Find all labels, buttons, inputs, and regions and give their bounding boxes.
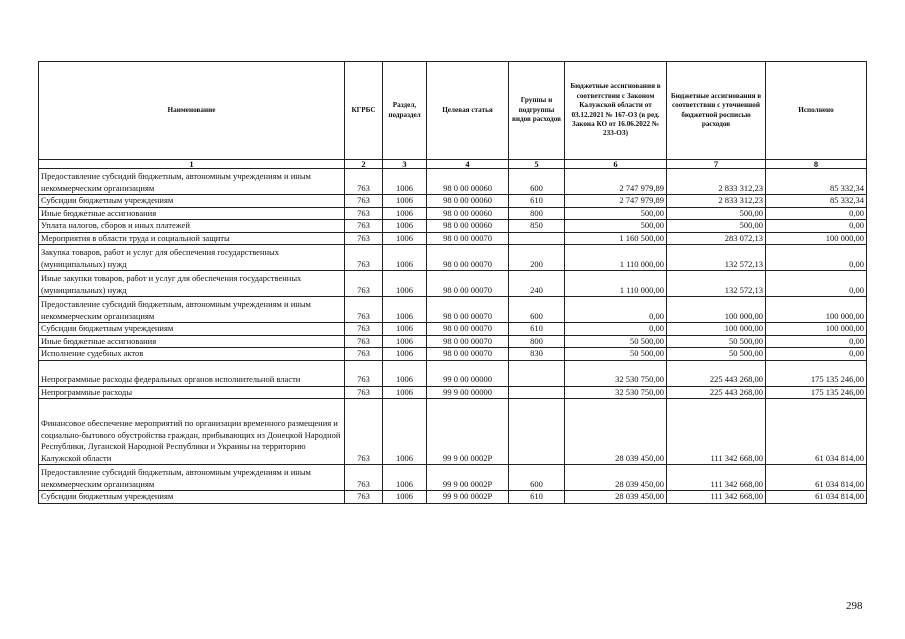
row-name: Исполнение судебных актов [39,348,345,361]
section-cell: 1006 [383,360,427,386]
kgrbs-cell: 763 [345,297,383,323]
refined-allocation-cell: 100 000,00 [667,297,766,323]
refined-allocation-cell: 283 072,13 [667,232,766,245]
table-row [39,169,867,195]
target-article-cell: 98 0 00 00070 [427,271,509,297]
expense-group-cell [509,386,565,399]
refined-allocation-cell: 50 500,00 [667,335,766,348]
target-article-cell: 98 0 00 00070 [427,348,509,361]
expense-group-cell [509,360,565,386]
refined-allocation-cell: 100 000,00 [667,323,766,336]
law-allocation-cell: 1 160 500,00 [565,232,667,245]
header-section: Раздел, подраздел [383,62,427,160]
law-allocation-cell: 500,00 [565,220,667,233]
kgrbs-cell: 763 [345,245,383,271]
executed-cell: 0,00 [766,335,867,348]
page-number: 298 [846,600,863,612]
kgrbs-cell: 763 [345,207,383,220]
table-row [39,271,867,297]
law-allocation-cell: 28 039 450,00 [565,465,667,491]
table-row [39,195,867,208]
expense-group-cell: 600 [509,169,565,195]
refined-allocation-cell: 500,00 [667,220,766,233]
target-article-cell: 98 0 00 00060 [427,220,509,233]
executed-cell: 0,00 [766,207,867,220]
executed-cell: 100 000,00 [766,232,867,245]
section-cell: 1006 [383,386,427,399]
executed-cell: 61 034 814,00 [766,465,867,491]
header-law-allocations: Бюджетные ассигнования в соответствии с Законом Калужской области от 03.12.2021 № 167-ОЗ (в ред. Закона КО от 16.06.2022 № 233-ОЗ) [565,62,667,160]
kgrbs-cell: 763 [345,348,383,361]
expense-group-cell: 600 [509,297,565,323]
kgrbs-cell: 763 [345,323,383,336]
kgrbs-cell: 763 [345,399,383,465]
section-cell: 1006 [383,399,427,465]
row-name: Уплата налогов, сборов и иных платежей [39,220,345,233]
table-row [39,220,867,233]
law-allocation-cell: 32 530 750,00 [565,360,667,386]
row-name: Субсидии бюджетным учреждениям [39,323,345,336]
executed-cell: 61 034 814,00 [766,491,867,504]
kgrbs-cell: 763 [345,195,383,208]
section-cell: 1006 [383,195,427,208]
expense-group-cell: 200 [509,245,565,271]
law-allocation-cell: 0,00 [565,297,667,323]
expense-group-cell [509,232,565,245]
executed-cell: 100 000,00 [766,323,867,336]
section-cell: 1006 [383,297,427,323]
table-row [39,297,867,323]
law-allocation-cell: 50 500,00 [565,335,667,348]
row-name: Субсидии бюджетным учреждениям [39,195,345,208]
row-name: Иные бюджетные ассигнования [39,207,345,220]
refined-allocation-cell: 132 572,13 [667,245,766,271]
section-cell: 1006 [383,271,427,297]
column-number: 1 [39,160,345,169]
executed-cell: 85 332,34 [766,169,867,195]
kgrbs-cell: 763 [345,491,383,504]
table-row [39,323,867,336]
row-name: Предоставление субсидий бюджетным, автономным учреждениям и иным некоммерческим организациям [39,297,345,323]
section-cell: 1006 [383,232,427,245]
target-article-cell: 98 0 00 00070 [427,232,509,245]
column-number: 7 [667,160,766,169]
law-allocation-cell: 1 110 000,00 [565,245,667,271]
row-name: Субсидии бюджетным учреждениям [39,491,345,504]
refined-allocation-cell: 111 342 668,00 [667,399,766,465]
target-article-cell: 98 0 00 00070 [427,323,509,336]
kgrbs-cell: 763 [345,169,383,195]
row-name: Закупка товаров, работ и услуг для обеспечения государственных (муниципальных) нужд [39,245,345,271]
table-row [39,360,867,386]
law-allocation-cell: 1 110 000,00 [565,271,667,297]
refined-allocation-cell: 2 833 312,23 [667,195,766,208]
target-article-cell: 99 9 00 0002Р [427,491,509,504]
law-allocation-cell: 50 500,00 [565,348,667,361]
header-row [39,62,867,160]
target-article-cell: 99 9 00 0002Р [427,399,509,465]
header-name: Наименование [39,62,345,160]
column-number: 2 [345,160,383,169]
section-cell: 1006 [383,207,427,220]
table-row [39,245,867,271]
expense-group-cell: 610 [509,195,565,208]
header-executed: Исполнено [766,62,867,160]
section-cell: 1006 [383,465,427,491]
expense-group-cell [509,399,565,465]
refined-allocation-cell: 2 833 312,23 [667,169,766,195]
expense-group-cell: 600 [509,465,565,491]
table-row [39,207,867,220]
row-name: Иные бюджетные ассигнования [39,335,345,348]
kgrbs-cell: 763 [345,232,383,245]
column-number: 3 [383,160,427,169]
executed-cell: 0,00 [766,220,867,233]
row-name: Непрограммные расходы федеральных органов исполнительной власти [39,360,345,386]
executed-cell: 61 034 814,00 [766,399,867,465]
kgrbs-cell: 763 [345,360,383,386]
refined-allocation-cell: 111 342 668,00 [667,465,766,491]
section-cell: 1006 [383,323,427,336]
column-number: 5 [509,160,565,169]
section-cell: 1006 [383,245,427,271]
expense-group-cell: 800 [509,335,565,348]
executed-cell: 0,00 [766,245,867,271]
header-refined-allocations: Бюджетные ассигнования в соответствии с уточненной бюджетной росписью расходов [667,62,766,160]
executed-cell: 100 000,00 [766,297,867,323]
law-allocation-cell: 28 039 450,00 [565,399,667,465]
table-row [39,386,867,399]
row-name: Иные закупки товаров, работ и услуг для обеспечения государственных (муниципальных) нужд [39,271,345,297]
kgrbs-cell: 763 [345,465,383,491]
section-cell: 1006 [383,169,427,195]
section-cell: 1006 [383,220,427,233]
law-allocation-cell: 32 530 750,00 [565,386,667,399]
law-allocation-cell: 28 039 450,00 [565,491,667,504]
header-kgrbs: КГРБС [345,62,383,160]
target-article-cell: 98 0 00 00060 [427,169,509,195]
target-article-cell: 99 0 00 00000 [427,360,509,386]
table-row [39,335,867,348]
expense-group-cell: 800 [509,207,565,220]
executed-cell: 0,00 [766,271,867,297]
expense-group-cell: 240 [509,271,565,297]
law-allocation-cell: 2 747 979,89 [565,195,667,208]
refined-allocation-cell: 225 443 268,00 [667,386,766,399]
expense-group-cell: 850 [509,220,565,233]
table-row [39,232,867,245]
executed-cell: 175 135 246,00 [766,386,867,399]
table-row [39,465,867,491]
expense-group-cell: 830 [509,348,565,361]
refined-allocation-cell: 225 443 268,00 [667,360,766,386]
row-name: Непрограммные расходы [39,386,345,399]
target-article-cell: 99 9 00 0002Р [427,465,509,491]
section-cell: 1006 [383,348,427,361]
target-article-cell: 98 0 00 00060 [427,207,509,220]
expense-group-cell: 610 [509,491,565,504]
section-cell: 1006 [383,335,427,348]
row-name: Финансовое обеспечение мероприятий по организации временного размещения и социально-бытового обустройства граждан, прибывающих из Донецкой Народной Республики, Луганской Народной Республики и Украины на территорию Калужской области [39,399,345,465]
header-expense-groups: Группы и подгруппы видов расходов [509,62,565,160]
row-name: Предоставление субсидий бюджетным, автономным учреждениям и иным некоммерческим организациям [39,465,345,491]
column-number: 6 [565,160,667,169]
target-article-cell: 98 0 00 00070 [427,335,509,348]
law-allocation-cell: 500,00 [565,207,667,220]
column-number: 8 [766,160,867,169]
executed-cell: 0,00 [766,348,867,361]
kgrbs-cell: 763 [345,386,383,399]
target-article-cell: 98 0 00 00060 [427,195,509,208]
column-number: 4 [427,160,509,169]
budget-table [38,61,867,504]
column-number-row [39,160,867,169]
target-article-cell: 99 9 00 00000 [427,386,509,399]
refined-allocation-cell: 111 342 668,00 [667,491,766,504]
header-target-article: Целевая статья [427,62,509,160]
refined-allocation-cell: 50 500,00 [667,348,766,361]
kgrbs-cell: 763 [345,335,383,348]
refined-allocation-cell: 500,00 [667,207,766,220]
executed-cell: 175 135 246,00 [766,360,867,386]
expense-group-cell: 610 [509,323,565,336]
table-row [39,399,867,465]
row-name: Предоставление субсидий бюджетным, автономным учреждениям и иным некоммерческим организациям [39,169,345,195]
target-article-cell: 98 0 00 00070 [427,297,509,323]
table-row [39,348,867,361]
executed-cell: 85 332,34 [766,195,867,208]
row-name: Мероприятия в области труда и социальной защиты [39,232,345,245]
refined-allocation-cell: 132 572,13 [667,271,766,297]
target-article-cell: 98 0 00 00070 [427,245,509,271]
section-cell: 1006 [383,491,427,504]
kgrbs-cell: 763 [345,271,383,297]
law-allocation-cell: 2 747 979,89 [565,169,667,195]
kgrbs-cell: 763 [345,220,383,233]
law-allocation-cell: 0,00 [565,323,667,336]
table-row [39,491,867,504]
